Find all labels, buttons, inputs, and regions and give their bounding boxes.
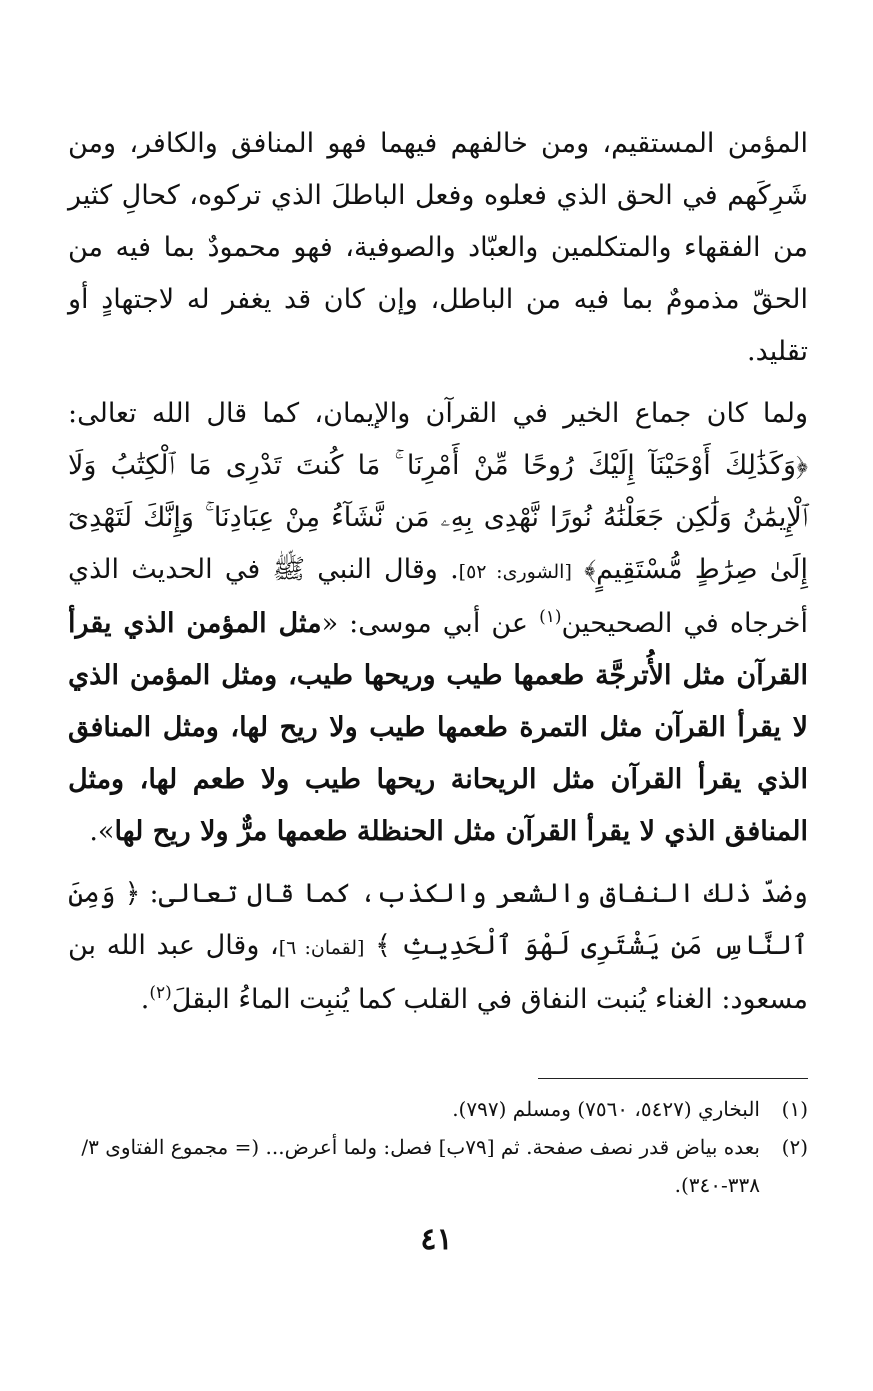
footnotes	[68, 1090, 808, 1204]
page-number: ٤١	[420, 1222, 453, 1257]
paragraph-2-middle: . وقال النبي ﷺ في الحديث الذي أخرجاه في الصحيحين	[68, 554, 808, 639]
footnote-2-text: بعده بياض قدر نصف صفحة. ثم [٧٩ب] فصل: ولما أعرض... (= مجموع الفتاوى ٣/ ٣٣٨-٣٤٠).	[81, 1135, 760, 1197]
verse-reference-luqman: [لقمان: ٦]	[278, 937, 365, 959]
paragraph-1: المؤمن المستقيم، ومن خالفهم فيهما فهو المنافق والكافر، ومن شَرِكَهم في الحق الذي فعلوه وفعل الباطلَ الذي تركوه، كحالِ كثير من الفقهاء والمتكلمين والعبّاد والصوفية، فهو محمودٌ بما فيه من الحقّ مذمومٌ بما فيه من الباطل، وإن كان قد يغفر له لاجتهادٍ أو تقليد.	[68, 128, 808, 367]
paragraph-2-end: ».	[89, 816, 115, 847]
hadith-text: مثل المؤمن الذي يقرأ القرآن مثل الأُترجَّة طعمها طيب وريحها طيب، ومثل المؤمن الذي لا يقرأ القرآن مثل التمرة طعمها طيب ولا ريح لها، ومثل المنافق الذي يقرأ القرآن مثل الريحانة ريحها طيب ولا طعم لها، ومثل المنافق الذي لا يقرأ القرآن مثل الحنظلة طعمها مرٌّ ولا ريح لها	[68, 608, 808, 847]
verse-reference-ash-shura: [الشورى: ٥٢]	[458, 561, 572, 583]
footnote-1	[68, 1090, 808, 1128]
page-body	[68, 118, 808, 1026]
paragraph-2-intro: ولما كان جماع الخير في القرآن والإيمان، كما قال الله تعالى:	[68, 398, 808, 429]
footnote-2-number: (٢)	[781, 1135, 808, 1159]
paragraph-3-end: .	[140, 984, 150, 1015]
footnote-marker-2[interactable]: (٢)	[149, 983, 172, 1003]
footnote-marker-1[interactable]: (١)	[539, 607, 562, 627]
paragraph-3	[68, 868, 808, 1026]
footnote-divider	[538, 1078, 808, 1079]
paragraph-3-middle: ، وقال عبد الله بن مسعود: الغناء يُنبت النفاق في القلب كما يُنبِت الماءُ البقلَ	[68, 930, 808, 1015]
footnote-2	[68, 1128, 808, 1204]
paragraph-2-narrator: عن أبي موسى: «	[321, 608, 540, 639]
quran-verse-ash-shura: ﴿وَكَذَٰلِكَ أَوْحَيْنَآ إِلَيْكَ رُوحًا مِّنْ أَمْرِنَا ۚ مَا كُنتَ تَدْرِى مَا ٱلْكِتَٰبُ وَلَا ٱلْإِيمَٰنُ وَلَٰكِن جَعَلْنَٰهُ نُورًا نَّهْدِى بِهِۦ مَن نَّشَآءُ مِنْ عِبَادِنَا ۚ وَإِنَّكَ لَتَهْدِىٓ إِلَىٰ صِرَٰطٍ مُّسْتَقِيمٍ﴾	[68, 450, 809, 585]
quran-verse-luqman: ﴿ وَمِنَ ٱلنَّاسِ مَن يَشْتَرِى لَهْوَ ٱلْحَدِيثِ ﴾	[68, 878, 808, 961]
footnote-1-number: (١)	[781, 1097, 808, 1121]
paragraph-2	[68, 388, 808, 858]
footnote-1-text: البخاري (٥٤٢٧، ٧٥٦٠) ومسلم (٧٩٧).	[452, 1097, 760, 1121]
paragraph-3-intro: وضدّ ذلك النفاق والشعر والكذب، كما قال تعالى:	[140, 878, 808, 909]
